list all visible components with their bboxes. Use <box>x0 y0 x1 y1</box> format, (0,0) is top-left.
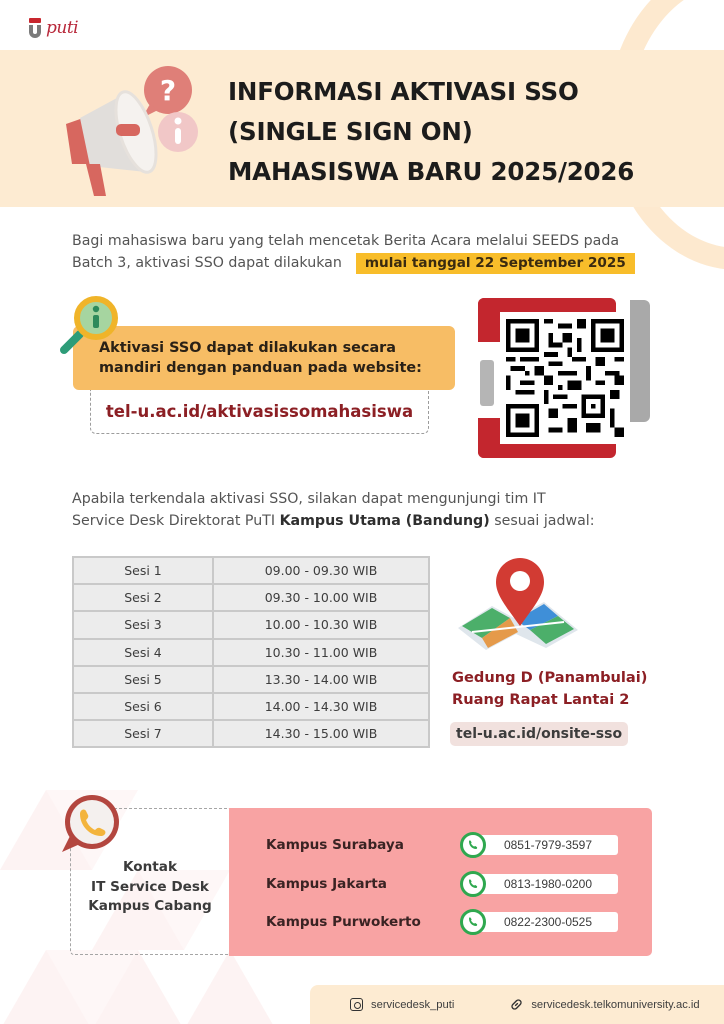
room-name: Ruang Rapat Lantai 2 <box>452 691 630 708</box>
onsite-line-1: Apabila terkendala aktivasi SSO, silakan dapat mengunjungi tim IT <box>72 491 546 507</box>
instagram-handle: servicedesk_puti <box>371 998 455 1011</box>
time-cell: 14.00 - 14.30 WIB <box>213 693 429 720</box>
qr-code[interactable] <box>500 312 630 444</box>
website-url: servicedesk.telkomuniversity.ac.id <box>531 998 700 1011</box>
megaphone-icon <box>50 60 210 200</box>
campus-name: Kampus Surabaya <box>266 837 404 853</box>
contact-label-line-2: IT Service Desk <box>91 878 209 895</box>
whatsapp-icon <box>460 832 486 858</box>
instagram-link[interactable] <box>350 998 454 1011</box>
info-magnifier-icon <box>56 294 122 358</box>
time-cell: 09.30 - 10.00 WIB <box>213 584 429 611</box>
link-icon <box>510 998 523 1011</box>
campus-row-purwokerto <box>266 909 618 935</box>
qr-code-icon <box>506 318 624 438</box>
time-cell: 14.30 - 15.00 WIB <box>213 720 429 747</box>
telkom-university-logo-icon <box>28 18 42 38</box>
session-cell: Sesi 6 <box>73 693 213 720</box>
time-cell: 10.00 - 10.30 WIB <box>213 611 429 638</box>
phone-number[interactable]: 0813-1980-0200 <box>478 874 618 894</box>
time-cell: 09.00 - 09.30 WIB <box>213 557 429 584</box>
onsite-line-2-prefix: Service Desk Direktorat PuTI <box>72 513 280 529</box>
website-link[interactable] <box>510 998 699 1011</box>
title-line-1: INFORMASI AKTIVASI SSO <box>228 77 579 106</box>
session-cell: Sesi 4 <box>73 639 213 666</box>
schedule-table <box>72 556 430 748</box>
intro-line-2: Batch 3, aktivasi SSO dapat dilakukan <box>72 255 342 271</box>
contact-label-line-1: Kontak <box>122 859 178 875</box>
onsite-paragraph <box>72 488 672 532</box>
sso-box-line-2: mandiri dengan panduan pada website: <box>99 360 422 376</box>
session-cell: Sesi 3 <box>73 611 213 638</box>
session-cell: Sesi 7 <box>73 720 213 747</box>
table-row <box>73 584 429 611</box>
table-row <box>73 611 429 638</box>
campus-name: Kampus Jakarta <box>266 876 387 892</box>
logo-text: puti <box>46 18 79 38</box>
phone-chat-bubble-icon <box>58 792 122 856</box>
activation-guide-link[interactable]: tel-u.ac.id/aktivasissomahasiswa <box>90 390 429 434</box>
session-cell: Sesi 5 <box>73 666 213 693</box>
sso-box-line-1: Aktivasi SSO dapat dilakukan secara <box>99 340 396 356</box>
svg-text:?: ? <box>159 74 177 107</box>
main-campus-label: Kampus Utama (Bandung) <box>279 513 490 529</box>
table-row <box>73 557 429 584</box>
title-line-3: MAHASISWA BARU 2025/2026 <box>228 157 635 186</box>
onsite-sso-link[interactable]: tel-u.ac.id/onsite-sso <box>450 722 628 746</box>
session-cell: Sesi 1 <box>73 557 213 584</box>
map-pin-icon <box>452 556 582 654</box>
table-row <box>73 720 429 747</box>
location-name <box>452 667 647 711</box>
building-name: Gedung D (Panambulai) <box>452 669 648 686</box>
time-cell: 13.30 - 14.00 WIB <box>213 666 429 693</box>
puti-logo <box>28 18 78 38</box>
title-line-2: (SINGLE SIGN ON) <box>228 117 473 146</box>
phone-number[interactable]: 0851-7979-3597 <box>478 835 618 855</box>
onsite-line-2-suffix: sesuai jadwal: <box>489 513 595 529</box>
campus-name: Kampus Purwokerto <box>266 914 421 930</box>
time-cell: 10.30 - 11.00 WIB <box>213 639 429 666</box>
contact-label-line-3: Kampus Cabang <box>88 898 212 914</box>
whatsapp-icon <box>460 871 486 897</box>
qr-code-frame <box>478 298 654 460</box>
whatsapp-icon <box>460 909 486 935</box>
page-title <box>228 72 634 192</box>
table-row <box>73 639 429 666</box>
contact-label <box>70 858 230 917</box>
session-cell: Sesi 2 <box>73 584 213 611</box>
self-activation-box <box>73 326 455 390</box>
campus-row-surabaya <box>266 832 618 858</box>
start-date-highlight: mulai tanggal 22 September 2025 <box>356 253 635 274</box>
campus-row-jakarta <box>266 871 618 897</box>
phone-number[interactable]: 0822-2300-0525 <box>478 912 618 932</box>
intro-line-1: Bagi mahasiswa baru yang telah mencetak Berita Acara melalui SEEDS pada <box>72 233 620 249</box>
intro-paragraph <box>72 230 672 274</box>
table-row <box>73 666 429 693</box>
footer-bar <box>310 985 724 1024</box>
instagram-icon <box>350 998 363 1011</box>
table-row <box>73 693 429 720</box>
